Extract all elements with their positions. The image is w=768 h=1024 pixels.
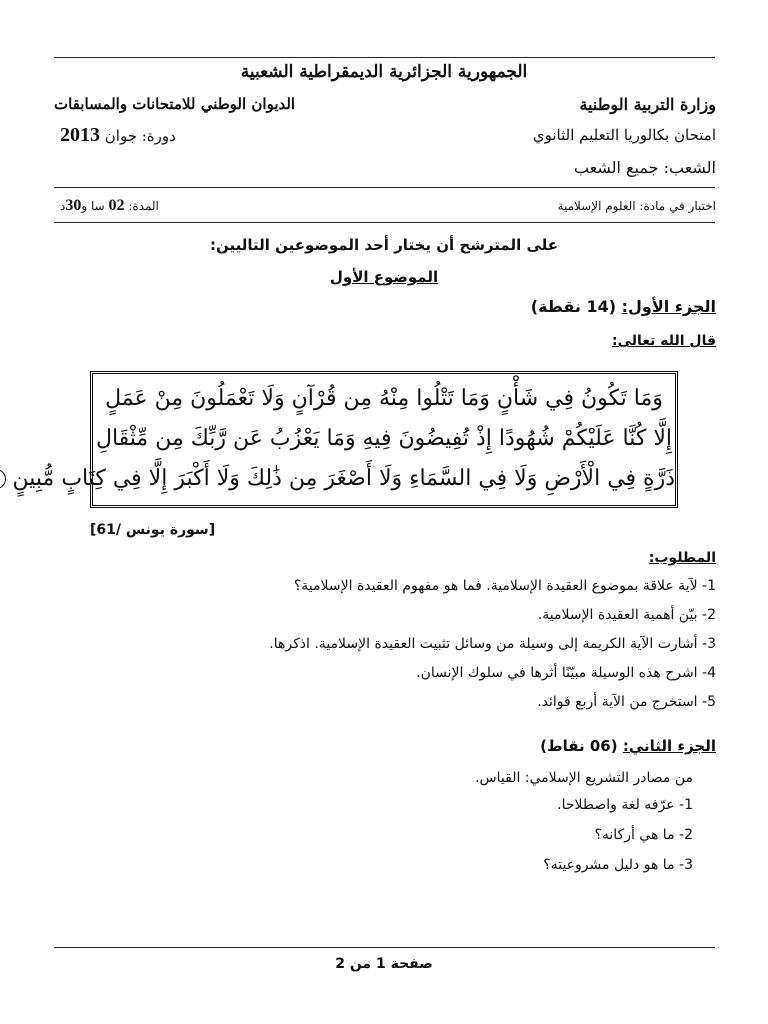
verse-intro: قال الله تعالى: xyxy=(611,333,716,349)
part1-points: (14 نقطة) xyxy=(530,297,617,316)
verse-line-3 xyxy=(12,466,675,491)
part2-points: (06 نقاط) xyxy=(540,737,618,755)
subject-label: اختبار في مادة: العلوم الإسلامية xyxy=(557,199,716,213)
exam-office-name: الديوان الوطني للامتحانات والمسابقات xyxy=(54,95,296,113)
session-info xyxy=(60,124,176,147)
part1-question-2: 2- بيّن أهمية العقيدة الإسلامية. xyxy=(537,607,716,623)
topic-title: الموضوع الأول xyxy=(329,268,439,286)
part2-question-1: 1- عرّفه لغة واصطلاحا. xyxy=(557,797,693,813)
duration-label: المدة: xyxy=(128,199,159,213)
ministry-name: وزارة التربية الوطنية xyxy=(579,95,716,114)
candidate-instruction: على المترشح أن يختار أحد الموضوعين التاليين: xyxy=(209,236,559,254)
part1-question-1: 1- لآية علاقة بموضوع العقيدة الإسلامية. فما هو مفهوم العقيدة الإسلامية؟ xyxy=(293,578,716,594)
part2-question-3: 3- ما هو دليل مشروعيته؟ xyxy=(543,857,693,873)
required-heading: المطلوب: xyxy=(648,550,716,566)
part2-intro: من مصادر التشريع الإسلامي: القياس. xyxy=(475,770,693,786)
part2-question-2: 2- ما هي أركانه؟ xyxy=(594,827,693,843)
verse-line-3-text: ذَرَّةٍ فِي الْأَرْضِ وَلَا فِي السَّمَاءِ وَلَا أَصْغَرَ مِن ذَٰلِكَ وَلَا أَكْبَرَ إِلَّا فِي كِتَابٍ مُّبِينٍ xyxy=(12,466,675,491)
duration-hours: 02 xyxy=(108,197,125,214)
session-label: دورة: جوان xyxy=(104,127,176,145)
duration-hours-unit: سا و xyxy=(81,199,105,213)
verse-line-1: وَمَا تَكُونُ فِي شَأْنٍ وَمَا تَتْلُوا مِنْهُ مِن قُرْآنٍ وَلَا تَعْمَلُونَ مِنْ عَمَلٍ xyxy=(105,386,663,411)
part1-heading xyxy=(531,297,716,316)
top-rule xyxy=(54,57,715,58)
duration-info xyxy=(60,197,159,215)
verse-line-2: إِلَّا كُنَّا عَلَيْكُمْ شُهُودًا إِذْ تُفِيضُونَ فِيهِ وَمَا يَعْزُبُ عَن رَّبِّكَ مِن مِّثْقَالِ xyxy=(95,426,673,451)
header-rule xyxy=(54,187,715,188)
duration-minutes-unit: د xyxy=(60,199,66,213)
ayah-number-marker xyxy=(0,469,6,489)
quran-verse-box xyxy=(12,371,678,508)
republic-title: الجمهورية الجزائرية الديمقراطية الشعبية xyxy=(240,62,528,82)
part1-question-3: 3- أشارت الآية الكريمة إلى وسيلة من وسائل تثبيت العقيدة الإسلامية. اذكرها. xyxy=(269,636,716,652)
page-number: صفحة 1 من 2 xyxy=(335,956,433,972)
part1-title: الجزء الأول: xyxy=(621,297,716,316)
part1-question-4: 4- اشرح هذه الوسيلة مبيّنًا أثرها في سلوك الإنسان. xyxy=(416,665,716,681)
surah-reference: [سورة يونس /61] xyxy=(90,522,216,538)
part2-heading xyxy=(540,737,716,755)
duration-minutes: 30 xyxy=(65,197,82,214)
part2-title: الجزء الثاني: xyxy=(622,737,716,755)
session-year: 2013 xyxy=(60,124,100,146)
streams-label: الشعب: جميع الشعب xyxy=(573,158,716,177)
part1-question-5: 5- استخرج من الآية أربع فوائد. xyxy=(537,694,716,710)
exam-title: امتحان بكالوريا التعليم الثانوي xyxy=(532,126,716,144)
subject-rule xyxy=(54,222,715,223)
footer-rule xyxy=(54,947,715,948)
